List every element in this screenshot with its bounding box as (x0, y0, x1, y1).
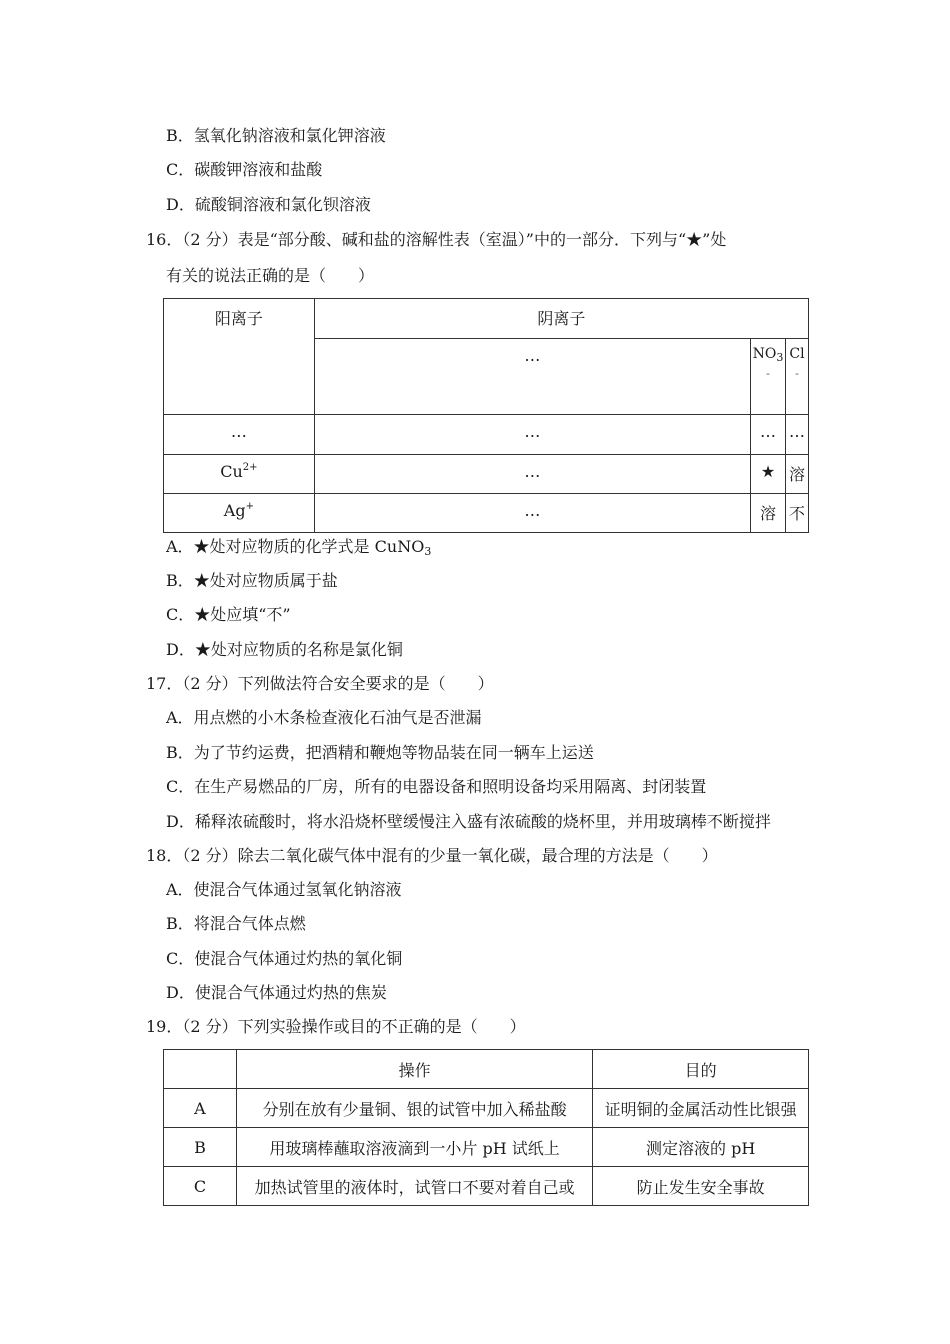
row-purpose: 测定溶液的 pH (593, 1128, 809, 1167)
anion-cl-cell: Cl - (785, 339, 808, 415)
header-cation: 阳离子 (164, 299, 315, 415)
row-ellipsis-cl: … (785, 415, 808, 455)
cation-cu: $Cu^{2+}$ (164, 455, 315, 494)
ag-no3-cell: 溶 (751, 494, 786, 533)
q17-option-c: C．在生产易燃品的厂房，所有的电器设备和照明设备均采用隔离、封闭装置 (166, 777, 707, 796)
q15-option-d: D．硫酸铜溶液和氯化钡溶液 (166, 195, 371, 214)
table-row (164, 1128, 809, 1167)
anion-ellipsis-cell: … (314, 339, 750, 415)
cation-ag: Ag+ (164, 494, 315, 533)
header-purpose: 目的 (593, 1050, 809, 1089)
row-ellipsis-no3: … (751, 415, 786, 455)
q15-option-b: B．氢氧化钠溶液和氯化钾溶液 (166, 126, 386, 145)
row-ellipsis-cation: … (164, 415, 315, 455)
q18-option-a: A．使混合气体通过氢氧化钠溶液 (166, 880, 402, 899)
cu-no3-star-cell: ★ (751, 455, 786, 494)
q17-option-d: D．稀释浓硫酸时，将水沿烧杯壁缓慢注入盛有浓硫酸的烧杯里，并用玻璃棒不断搅拌 (166, 812, 771, 831)
row-label: C (164, 1167, 237, 1206)
q19-stem: 19．（2 分）下列实验操作或目的不正确的是（ ） (146, 1017, 526, 1036)
row-label: B (164, 1128, 237, 1167)
q16-stem-line2: 有关的说法正确的是（ ） (166, 266, 375, 285)
table-row (164, 1167, 809, 1206)
q16-option-a: A．★处对应物质的化学式是 CuNO3 (166, 537, 432, 558)
row-purpose: 证明铜的金属活动性比银强 (593, 1089, 809, 1128)
cu-cl-cell: 溶 (785, 455, 808, 494)
table-row (164, 1089, 809, 1128)
q17-option-b: B．为了节约运费，把酒精和鞭炮等物品装在同一辆车上运送 (166, 743, 594, 762)
cu-ellipsis: … (314, 455, 750, 494)
row-operation: 分别在放有少量铜、银的试管中加入稀盐酸 (236, 1089, 592, 1128)
row-operation: 用玻璃棒蘸取溶液滴到一小片 pH 试纸上 (236, 1128, 592, 1167)
header-operation: 操作 (236, 1050, 592, 1089)
header-blank (164, 1050, 237, 1089)
ag-cl-cell: 不 (785, 494, 808, 533)
q16-option-c: C．★处应填“不” (166, 605, 291, 624)
q16-stem-line1: 16．（2 分）表是“部分酸、碱和盐的溶解性表（室温）”中的一部分．下列与“★”处 (146, 230, 727, 249)
q18-option-b: B．将混合气体点燃 (166, 914, 306, 933)
row-ellipsis-mid: … (314, 415, 750, 455)
q15-option-c: C．碳酸钾溶液和盐酸 (166, 160, 323, 179)
q18-option-c: C．使混合气体通过灼热的氧化铜 (166, 949, 403, 968)
row-operation: 加热试管里的液体时，试管口不要对着自己或 (236, 1167, 592, 1206)
q17-option-a: A．用点燃的小木条检查液化石油气是否泄漏 (166, 708, 482, 727)
q18-stem: 18．（2 分）除去二氧化碳气体中混有的少量一氧化碳，最合理的方法是（ ） (146, 846, 718, 865)
solubility-table (163, 298, 809, 533)
ag-ellipsis: … (314, 494, 750, 533)
row-label: A (164, 1089, 237, 1128)
row-purpose: 防止发生安全事故 (593, 1167, 809, 1206)
experiment-table (163, 1049, 809, 1206)
q17-stem: 17．（2 分）下列做法符合安全要求的是（ ） (146, 674, 494, 693)
header-anion: 阴离子 (314, 299, 808, 339)
anion-no3-cell: $NO_3$ - (751, 339, 786, 415)
q18-option-d: D．使混合气体通过灼热的焦炭 (166, 983, 387, 1002)
q16-option-d: D．★处对应物质的名称是氯化铜 (166, 640, 403, 659)
q16-option-b: B．★处对应物质属于盐 (166, 571, 338, 590)
